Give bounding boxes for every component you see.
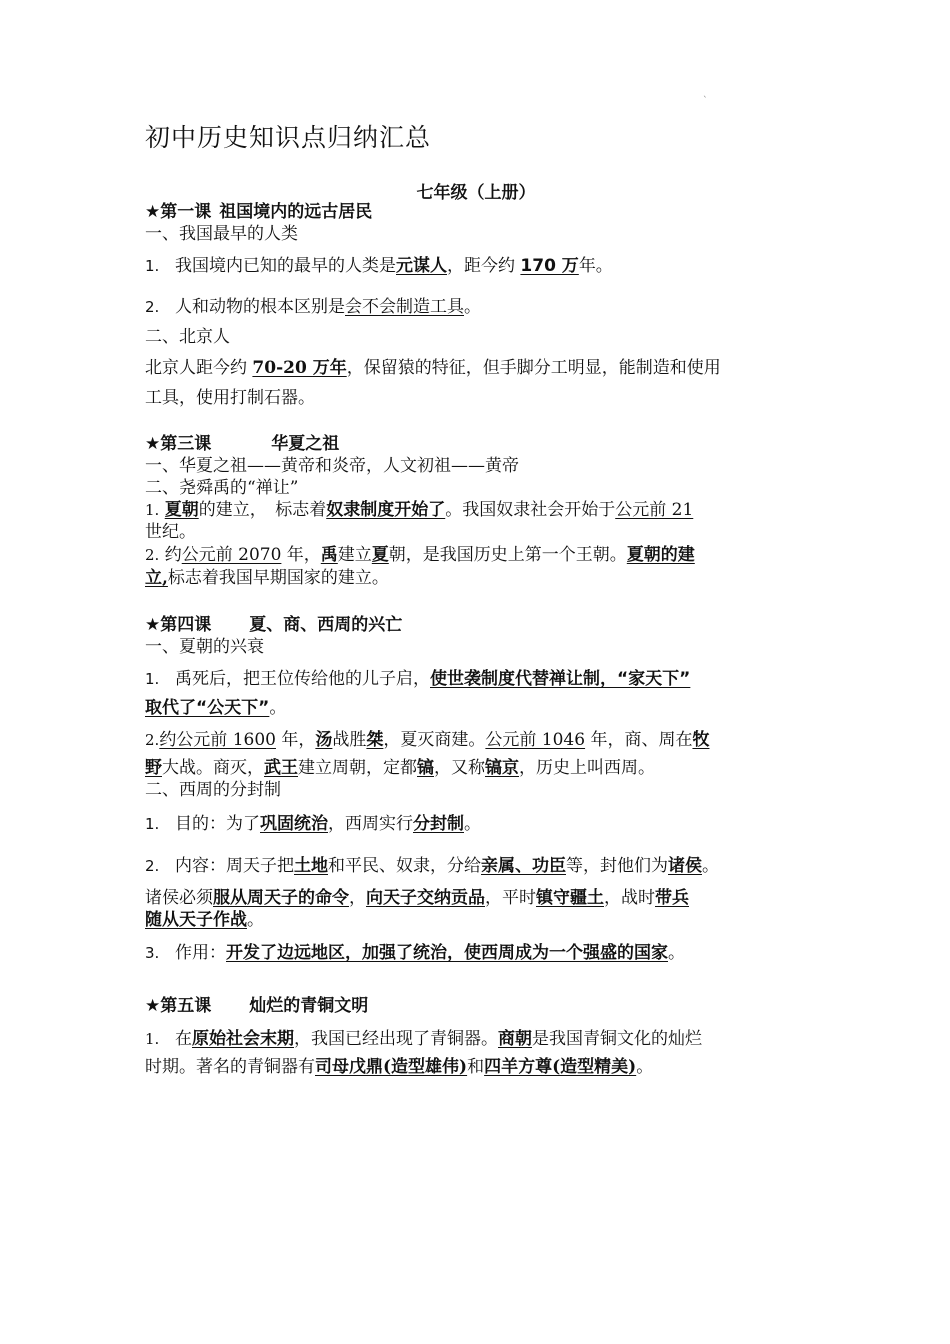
text: 大战。商灭，	[162, 758, 264, 778]
paragraph-continuation: 世纪。	[145, 522, 196, 542]
text: ，历史上叫西周。	[519, 758, 655, 778]
text: 和	[467, 1057, 485, 1077]
lesson-number: ★第一课	[145, 202, 212, 222]
key-point: 使世袭制度代替禅让制，“家天下”	[430, 669, 691, 689]
text: 。	[247, 910, 264, 930]
text: ，距今约	[447, 256, 515, 276]
text: 是我国青铜文化的灿烂	[532, 1029, 702, 1049]
paragraph	[145, 886, 807, 910]
key-point: 公元前 1046	[485, 730, 586, 750]
key-point: 镇守疆土	[536, 888, 604, 908]
key-point: 四羊方尊(造型精美)	[484, 1057, 637, 1077]
key-point: 立,	[145, 568, 168, 588]
text: 在	[175, 1029, 192, 1049]
lesson-1-heading	[145, 200, 807, 224]
key-point: 会不会制造工具	[345, 297, 464, 317]
item-number: 1.	[145, 501, 160, 519]
lesson-3-heading	[145, 432, 807, 456]
text: 我国境内已知的最早的人类是	[175, 256, 396, 276]
paragraph-continuation	[145, 566, 807, 590]
text: 。	[636, 1057, 654, 1077]
key-point: 向天子交纳贡品	[366, 888, 485, 908]
key-point: 分封制	[413, 814, 464, 834]
text: 等，封他们为	[566, 856, 668, 876]
key-point: 禹	[320, 545, 338, 565]
key-point: 武王	[264, 758, 298, 778]
text: 内容：周天子把	[175, 856, 294, 876]
grade-heading: 七年级（上册）	[416, 183, 536, 203]
text: 。	[464, 814, 481, 834]
key-point: 诸侯	[668, 856, 702, 876]
paragraph-continuation	[145, 756, 807, 780]
item-number: 2.	[145, 546, 160, 564]
key-point: 取代了“公天下”	[145, 698, 270, 718]
item-number: 1.	[145, 1030, 160, 1048]
corner-mark: `	[703, 96, 708, 106]
paragraph	[145, 667, 807, 691]
key-point: 镐京	[485, 758, 519, 778]
key-point: 随从天子作战	[145, 910, 247, 930]
key-point: 夏朝的建	[626, 545, 695, 565]
lesson-5-heading	[145, 994, 807, 1018]
paragraph-continuation	[145, 1055, 807, 1079]
text: 时期。著名的青铜器有	[145, 1057, 315, 1077]
text: 。	[464, 297, 481, 317]
section-heading: 二、北京人	[145, 327, 230, 347]
key-point: 170 万	[520, 256, 579, 276]
item-number: 3.	[145, 944, 160, 962]
text: 年。	[578, 256, 613, 276]
lesson-number: ★第五课	[145, 996, 212, 1016]
lesson-number: ★第四课	[145, 615, 212, 635]
paragraph	[145, 254, 807, 278]
key-point: 约公元前 1600	[159, 730, 276, 750]
key-point: 野	[145, 758, 162, 778]
text: 标志着我国早期国家的建立。	[167, 568, 389, 588]
key-point: 商朝	[498, 1029, 532, 1049]
paragraph	[145, 812, 807, 836]
text: ，夏灭商建。	[383, 730, 486, 750]
lesson-title: 夏、商、西周的兴亡	[249, 615, 403, 635]
key-point: 元谋人	[396, 256, 447, 276]
text: 目的：为了	[175, 814, 260, 834]
text: 年，商、周在	[590, 730, 693, 750]
key-point: 70-20 万年	[252, 358, 347, 378]
text: 作用：	[175, 943, 226, 963]
paragraph	[145, 941, 807, 965]
key-point: 牧	[692, 730, 710, 750]
paragraph	[145, 498, 807, 522]
section-heading: 二、尧舜禹的“禅让”	[145, 478, 299, 498]
text: 。	[668, 943, 685, 963]
text: 朝，是我国历史上第一个王朝。	[388, 545, 627, 565]
text: 。我国奴隶社会开始于	[445, 500, 616, 520]
text: 。	[269, 698, 287, 718]
section-heading: 二、西周的分封制	[145, 780, 281, 800]
key-point: 奴隶制度开始了	[326, 500, 446, 520]
paragraph	[145, 854, 807, 878]
text: 战胜	[332, 730, 367, 750]
key-point: 土地	[294, 856, 328, 876]
section-heading: 一、我国最早的人类	[145, 224, 298, 244]
text: 北京人距今约	[145, 358, 247, 378]
text: 约	[164, 545, 182, 565]
key-point: 亲属、功臣	[481, 856, 566, 876]
item-number: 2.	[145, 298, 160, 316]
lesson-title: 灿烂的青铜文明	[249, 996, 369, 1016]
item-number: 2.	[145, 731, 160, 749]
paragraph	[145, 1027, 807, 1051]
section-heading: 一、夏朝的兴衰	[145, 637, 264, 657]
document-title: 初中历史知识点归纳汇总	[145, 123, 432, 152]
key-point: 镐	[417, 758, 434, 778]
text: ，又称	[434, 758, 485, 778]
text: 建立周朝，定都	[298, 758, 417, 778]
paragraph	[145, 543, 807, 567]
key-point: 开发了边远地区，加强了统治，使西周成为一个强盛的国家	[226, 943, 668, 963]
lesson-title: 华夏之祖	[271, 434, 340, 454]
paragraph	[145, 295, 807, 319]
paragraph-continuation: 工具，使用打制石器。	[145, 388, 315, 408]
text: 诸侯必须	[145, 888, 213, 908]
text: 和平民、奴隶，分给	[328, 856, 481, 876]
lesson-4-heading	[145, 613, 807, 637]
key-point: 桀	[366, 730, 384, 750]
key-point: 夏	[371, 545, 389, 565]
paragraph-continuation	[145, 908, 807, 932]
text: 禹死后，把王位传给他的儿子启，	[175, 669, 430, 689]
text: ，战时	[604, 888, 655, 908]
key-point: 带兵	[655, 888, 689, 908]
text: ，保留猿的特征，但手脚分工明显，能制造和使用	[346, 358, 721, 378]
key-point: 司母戊鼎(造型雄伟)	[315, 1057, 468, 1077]
paragraph	[145, 728, 807, 752]
text: 的建立， 标志着	[198, 500, 327, 520]
key-point: 公元前 2070	[181, 545, 282, 565]
text: ，平时	[485, 888, 536, 908]
text: 人和动物的根本区别是	[175, 297, 345, 317]
lesson-title: 祖国境内的远古居民	[219, 202, 373, 222]
text: 。	[702, 856, 719, 876]
key-point: 夏朝	[164, 500, 199, 520]
text: ，西周实行	[328, 814, 413, 834]
section-heading: 一、华夏之祖——黄帝和炎帝，人文初祖——黄帝	[145, 456, 519, 476]
key-point: 原始社会末期	[192, 1029, 294, 1049]
key-point: 服从周天子的命令	[213, 888, 349, 908]
key-point: 汤	[315, 730, 333, 750]
text: 建立	[337, 545, 372, 565]
item-number: 2.	[145, 857, 160, 875]
item-number: 1.	[145, 257, 160, 275]
key-point: 公元前 21	[615, 500, 694, 520]
lesson-number: ★第三课	[145, 434, 212, 454]
item-number: 1.	[145, 670, 160, 688]
text: 年，	[286, 545, 321, 565]
item-number: 1.	[145, 815, 160, 833]
text: ，	[349, 888, 366, 908]
paragraph	[145, 356, 807, 380]
paragraph-continuation	[145, 696, 807, 720]
key-point: 巩固统治	[260, 814, 328, 834]
text: ，我国已经出现了青铜器。	[294, 1029, 498, 1049]
text: 年，	[281, 730, 316, 750]
